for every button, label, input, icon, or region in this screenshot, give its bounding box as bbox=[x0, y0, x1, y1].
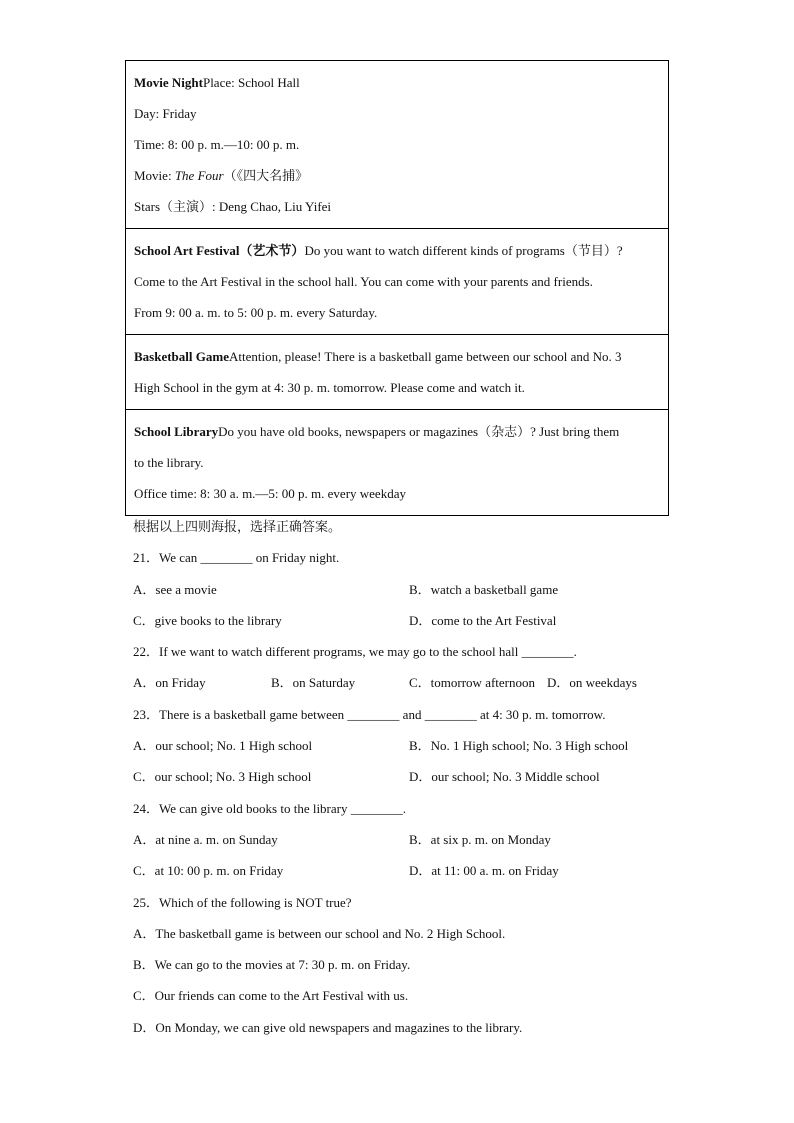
q25-option-d[interactable]: D．On Monday, we can give old newspapers and magazines to the library. bbox=[133, 1019, 523, 1035]
movie-place: Place: School Hall bbox=[202, 75, 300, 90]
q23-option-b[interactable]: B．No. 1 High school; No. 3 High school bbox=[409, 738, 629, 754]
movie-title: The Four bbox=[174, 168, 224, 183]
q23-option-a[interactable]: A．our school; No. 1 High school bbox=[133, 738, 313, 754]
q22-option-b[interactable]: B．on Saturday bbox=[271, 675, 356, 691]
movie-night-title: Movie Night bbox=[134, 75, 203, 90]
art-festival-title: School Art Festival（艺术节） bbox=[134, 243, 305, 258]
library-line-3: Office time: 8: 30 a. m.—5: 00 p. m. every weekday bbox=[134, 486, 406, 501]
movie-day: Day: Friday bbox=[134, 106, 197, 121]
question-24-stem: 24．We can give old books to the library ________. bbox=[133, 800, 406, 816]
movie-label: Movie: bbox=[134, 168, 175, 183]
library-title: School Library bbox=[134, 424, 219, 439]
q23-option-d[interactable]: D．our school; No. 3 Middle school bbox=[409, 769, 600, 785]
school-library-poster bbox=[126, 410, 668, 515]
q22-option-a[interactable]: A．on Friday bbox=[133, 675, 206, 691]
basketball-game-poster bbox=[126, 335, 668, 410]
q25-option-a[interactable]: A．The basketball game is between our school and No. 2 High School. bbox=[133, 925, 506, 941]
art-line-2: Come to the Art Festival in the school hall. You can come with your parents and friends. bbox=[134, 274, 593, 289]
q24-option-d[interactable]: D．at 11: 00 a. m. on Friday bbox=[409, 863, 559, 879]
q23-option-c[interactable]: C．our school; No. 3 High school bbox=[133, 769, 312, 785]
q21-option-c[interactable]: C．give books to the library bbox=[133, 612, 282, 628]
basketball-line-2: High School in the gym at 4: 30 p. m. tomorrow. Please come and watch it. bbox=[134, 380, 525, 395]
question-25-stem: 25．Which of the following is NOT true? bbox=[133, 894, 352, 910]
q25-option-c[interactable]: C．Our friends can come to the Art Festival with us. bbox=[133, 988, 409, 1004]
movie-time: Time: 8: 00 p. m.—10: 00 p. m. bbox=[134, 137, 300, 152]
question-22-stem: 22．If we want to watch different programs, we may go to the school hall ________. bbox=[133, 644, 577, 660]
art-line-1: Do you want to watch different kinds of programs（节目）? bbox=[304, 243, 623, 258]
q21-option-a[interactable]: A．see a movie bbox=[133, 581, 217, 597]
basketball-title: Basketball Game bbox=[134, 349, 229, 364]
basketball-line-1: Attention, please! There is a basketball game between our school and No. 3 bbox=[228, 349, 622, 364]
instruction: 根据以上四则海报，选择正确答案。 bbox=[133, 519, 342, 534]
movie-cn-title: （《四大名捕》 bbox=[223, 168, 309, 183]
q22-option-c[interactable]: C．tomorrow afternoon bbox=[409, 675, 536, 691]
art-festival-poster bbox=[126, 229, 668, 335]
q21-option-b[interactable]: B．watch a basketball game bbox=[409, 581, 559, 597]
question-23-stem: 23．There is a basketball game between ________ and ________ at 4: 30 p. m. tomorrow. bbox=[133, 706, 606, 722]
q24-option-a[interactable]: A．at nine a. m. on Sunday bbox=[133, 831, 278, 847]
art-line-3: From 9: 00 a. m. to 5: 00 p. m. every Saturday. bbox=[134, 305, 378, 320]
poster-table bbox=[125, 60, 669, 516]
q25-option-b[interactable]: B．We can go to the movies at 7: 30 p. m. on Friday. bbox=[133, 957, 411, 973]
question-21-stem: 21．We can ________ on Friday night. bbox=[133, 550, 340, 566]
q24-option-b[interactable]: B．at six p. m. on Monday bbox=[409, 831, 551, 847]
library-line-1: Do you have old books, newspapers or magazines（杂志）? Just bring them bbox=[218, 424, 620, 439]
q24-option-c[interactable]: C．at 10: 00 p. m. on Friday bbox=[133, 863, 284, 879]
movie-stars: Stars（主演）: Deng Chao, Liu Yifei bbox=[134, 199, 332, 214]
movie-night-poster bbox=[126, 61, 668, 229]
q21-option-d[interactable]: D．come to the Art Festival bbox=[409, 612, 557, 628]
questions-section bbox=[133, 511, 693, 1043]
library-line-2: to the library. bbox=[134, 455, 204, 470]
q22-option-d[interactable]: D．on weekdays bbox=[547, 675, 637, 691]
